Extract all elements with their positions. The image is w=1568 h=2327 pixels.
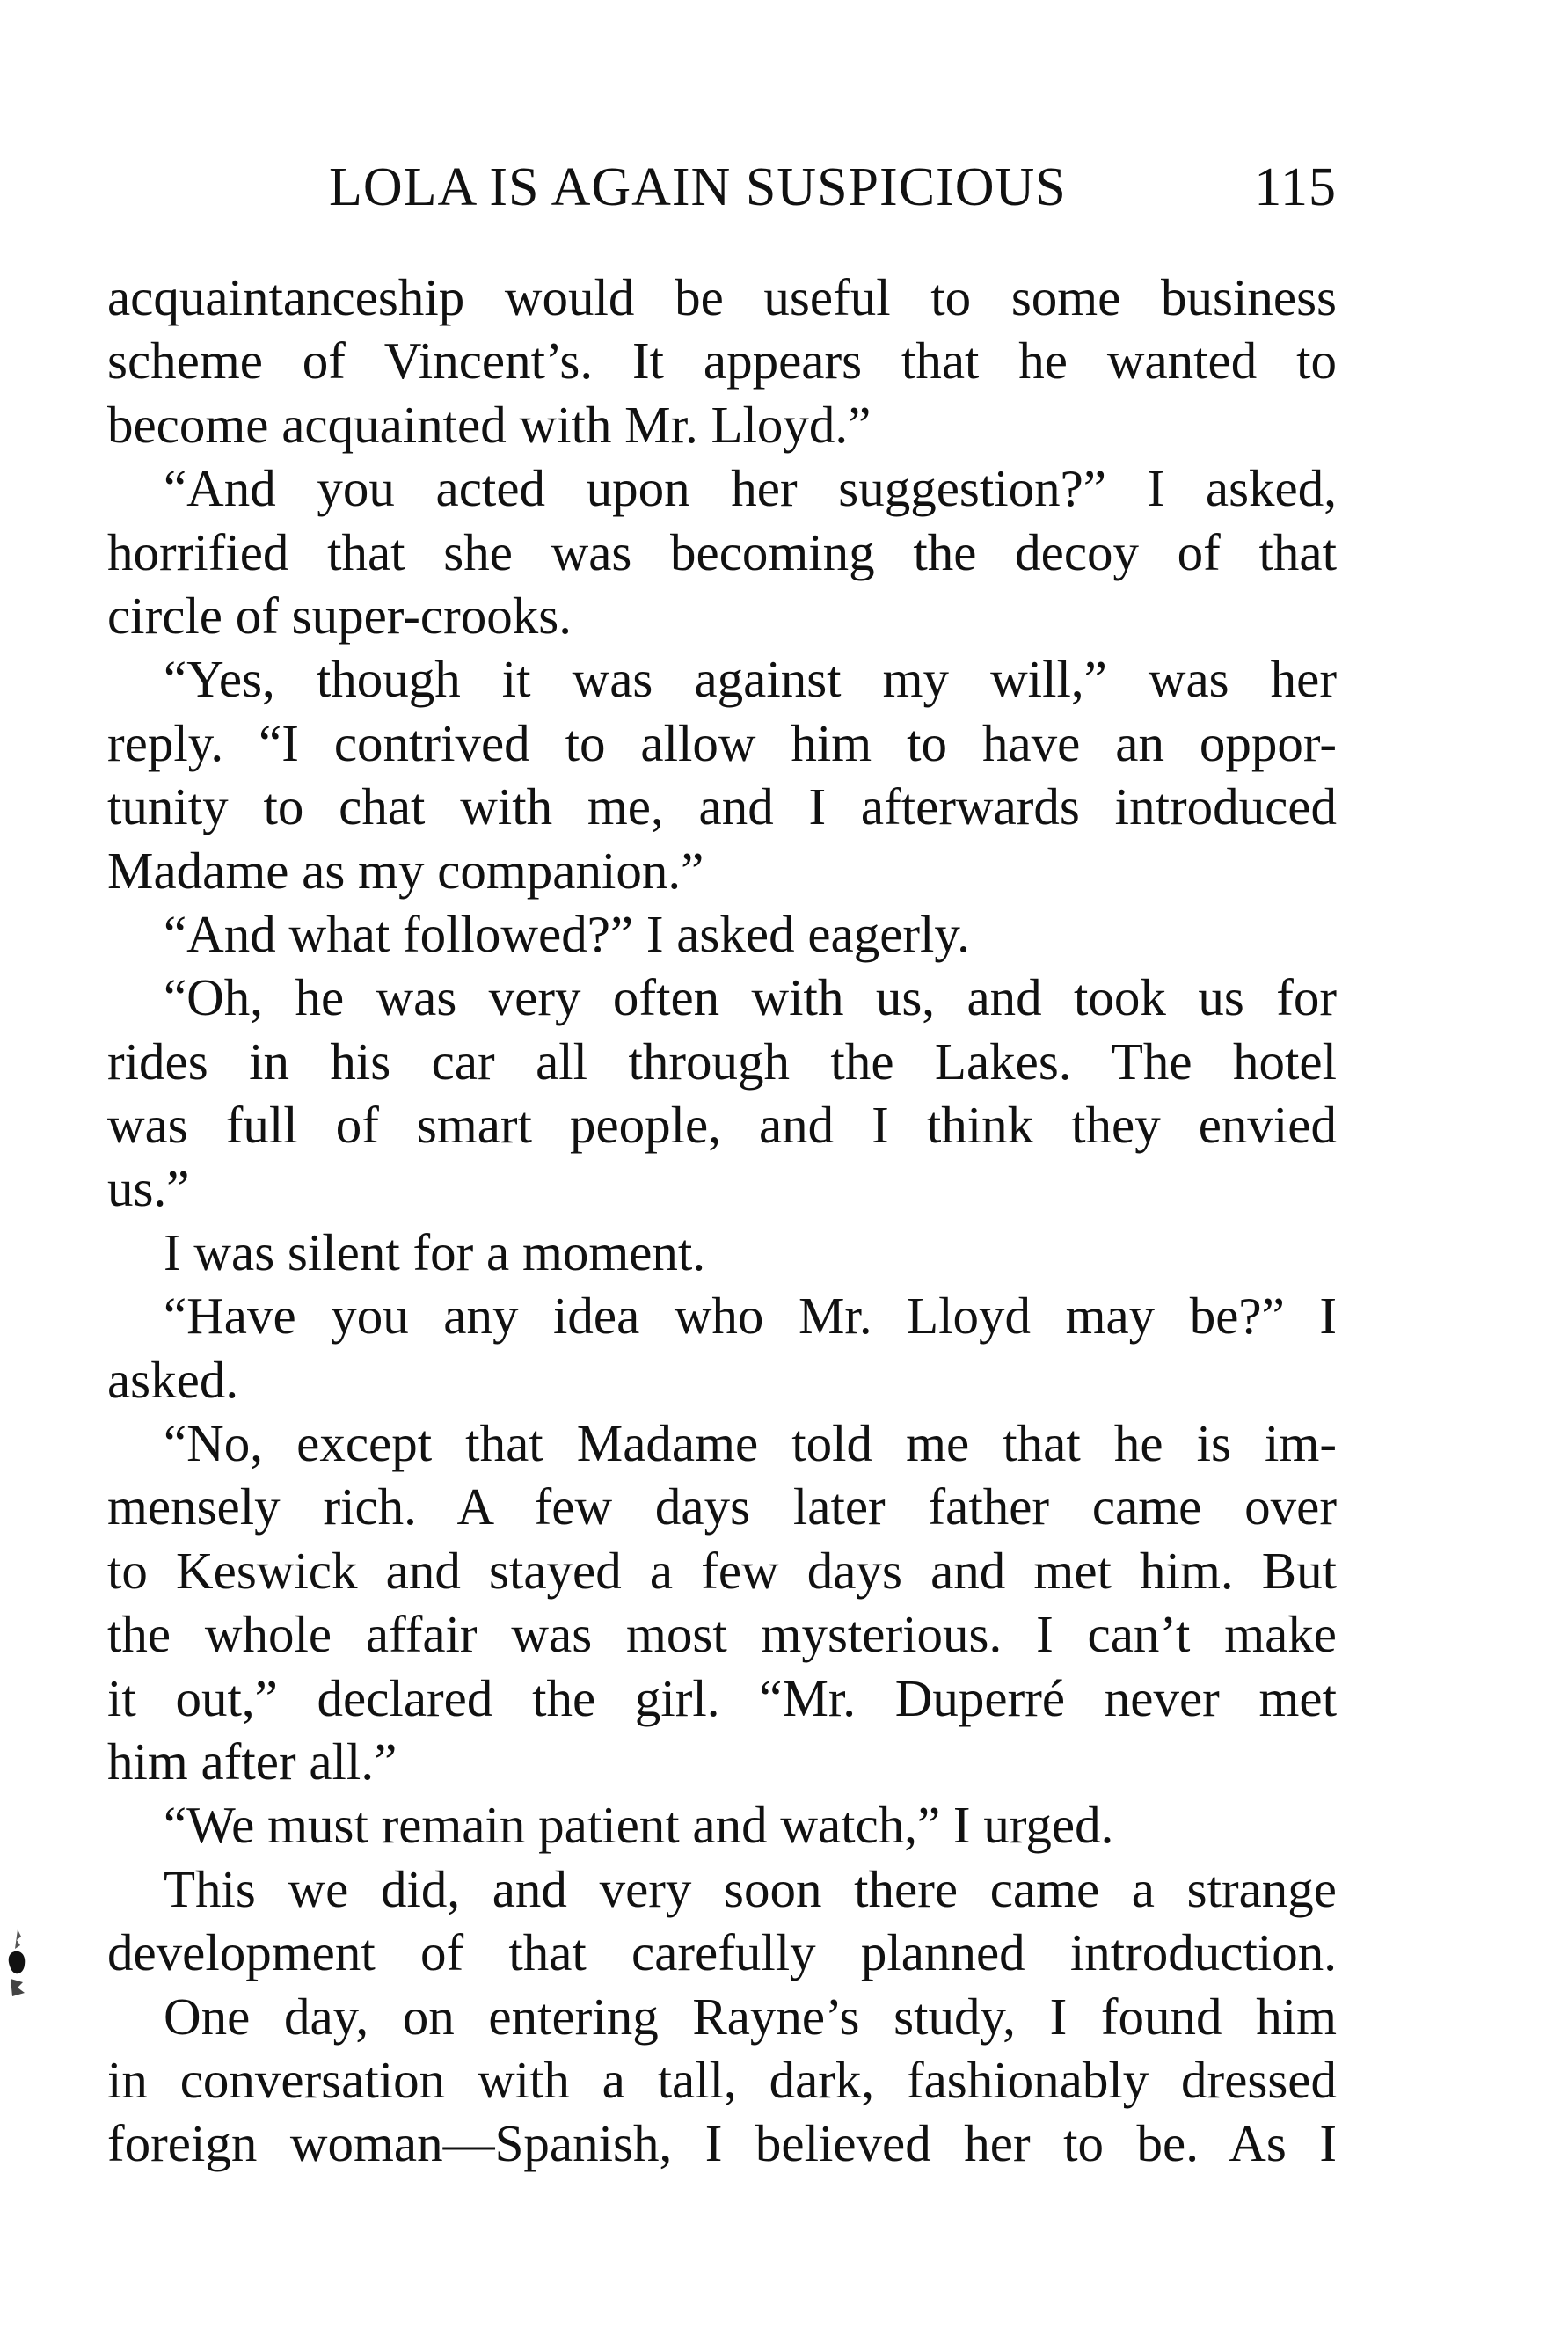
text-line: “No, except that Madame told me that he is im- <box>164 1414 1337 1473</box>
page-number: 115 <box>1254 157 1337 217</box>
text-line: reply. “I contrived to allow him to have an oppor- <box>107 713 1337 772</box>
text-line: circle of super-crooks. <box>107 586 572 645</box>
text-line: asked. <box>107 1350 239 1409</box>
text-line: to Keswick and stayed a few days and met him. But <box>107 1541 1337 1600</box>
text-line: “We must remain patient and watch,” I urged. <box>164 1796 1114 1855</box>
text-line: tunity to chat with me, and I afterwards introduced <box>107 777 1337 836</box>
margin-ink-smudge <box>5 1928 28 2002</box>
text-line: Madame as my companion.” <box>107 841 704 900</box>
text-line: acquaintanceship would be useful to some business <box>107 268 1337 326</box>
text-line: become acquainted with Mr. Lloyd.” <box>107 395 872 454</box>
text-line: “And what followed?” I asked eagerly. <box>164 904 970 963</box>
text-line: foreign woman—Spanish, I believed her to be. As I <box>107 2114 1337 2173</box>
text-line: it out,” declared the girl. “Mr. Duperré never met <box>107 1668 1337 1727</box>
text-line: in conversation with a tall, dark, fashionably dressed <box>107 2050 1337 2109</box>
running-title: LOLA IS AGAIN SUSPICIOUS <box>329 157 1067 217</box>
text-line: “Oh, he was very often with us, and took us for <box>164 968 1337 1027</box>
text-line: I was silent for a moment. <box>164 1222 706 1281</box>
running-head <box>107 157 1337 236</box>
text-line: mensely rich. A few days later father came over <box>107 1477 1337 1536</box>
text-line: the whole affair was most mysterious. I can’t make <box>107 1605 1337 1664</box>
text-line: him after all.” <box>107 1732 397 1791</box>
body-text <box>107 266 1337 2176</box>
text-line: One day, on entering Rayne’s study, I found him <box>164 1987 1337 2046</box>
text-line: “Have you any idea who Mr. Lloyd may be?” I <box>164 1287 1337 1346</box>
text-line: This we did, and very soon there came a strange <box>164 1859 1337 1918</box>
text-line: was full of smart people, and I think they envied <box>107 1096 1337 1155</box>
text-line: horrified that she was becoming the decoy of that <box>107 522 1337 581</box>
text-line: rides in his car all through the Lakes. The hotel <box>107 1032 1337 1091</box>
text-line: development of that carefully planned introduction. <box>107 1923 1337 1982</box>
text-line: us.” <box>107 1159 190 1218</box>
text-line: “Yes, though it was against my will,” was her <box>164 650 1337 709</box>
text-line: scheme of Vincent’s. It appears that he wanted to <box>107 332 1337 390</box>
text-line: “And you acted upon her suggestion?” I asked, <box>164 459 1337 518</box>
